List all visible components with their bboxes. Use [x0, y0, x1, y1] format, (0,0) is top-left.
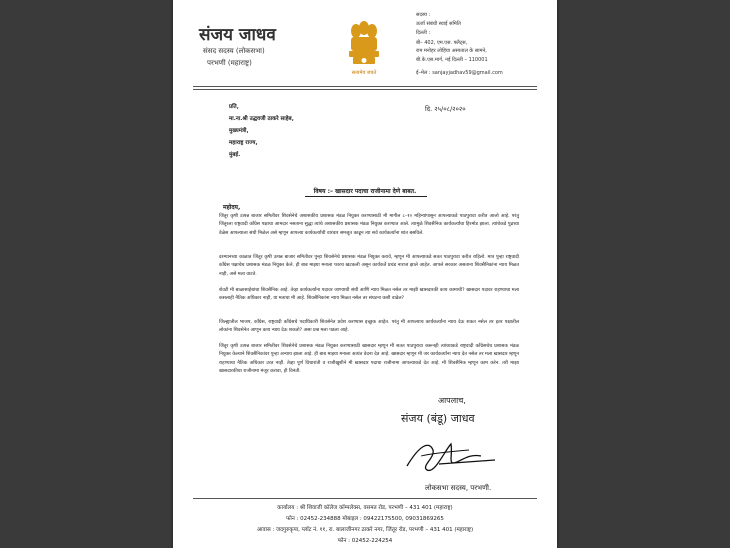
signature-icon — [399, 436, 519, 478]
address-line: सदस्य : — [416, 12, 431, 18]
body-paragraph: जिंतूर कृषी उत्पन्न बाजार समितीवर शिवसेनेचे अशासकीय प्रशासक मंडळ नियुक्त करण्यासाठी मी मागील ८–१० महिन्यांपासून आपल्याकडे पाठपुरावा करीत आलो आहे. परंतु जिंतूरला राष्ट्रवादी काँग्रेस पक्षाचा आमदार नसताना सुद्धा त्यांचे अशासकीय प्रशासक मंडळ नियुक्त करण्यात आले. त्यामुळे शिवसैनिक कार्यकर्त्यांचा हिरमोड झाला. त्यांचेकडे पुढच्या वेळेस आपल्याला संधी मिळेल असे म्हणून आपल्या कार्यकर्त्यांची वारंवार समजूत काढून त्या सर्व कार्यकर्त्यांना शांत बसविले. — [219, 214, 519, 236]
address-line: बी– 402, एम.एस. फ्लैट्स, — [416, 40, 468, 46]
mp-designation: संसद सदस्य (लोकसभा) — [203, 47, 265, 55]
closing: आपलाच, — [438, 396, 466, 405]
address-line: बी.के.एस.मार्ग, नई दिल्ली – 110001 — [416, 57, 488, 63]
letter-date: दि. २५/०८/२०२० — [425, 105, 466, 113]
mp-name: संजय जाधव — [199, 25, 276, 45]
recipient-line: मुख्यमंत्री, — [229, 128, 249, 134]
footer-residence: आवास : जदगुरुकृपा, प्लॉट नं. ११, रा. बालाजीनगर ठाकरे नगर, जिंतूर रोड, परभणी – 431 401 (महाराष्ट्र) — [256, 527, 474, 533]
email-line: ई–मेल : sanjayjadhav59@gmail.com — [416, 70, 503, 76]
recipient-line: महाराष्ट्र राज्य, — [229, 140, 258, 146]
signatory-name: संजय (बंडू) जाधव — [401, 412, 475, 425]
letter-page — [173, 0, 557, 548]
footer-office-phone: फोन : 02452-234888 मोबाइल : 09422175500, 09031869265 — [286, 516, 444, 522]
footer-office: कार्यालय : श्री शिवाजी कॉलेज कॉम्पलेक्स, वसमत रोड, परभणी – 431 401 (महाराष्ट्र) — [277, 505, 453, 511]
footer-residence-phone: फोन : 02452-224254 — [337, 538, 393, 544]
body-paragraph: शेवटी मी बाळासाहेबांचा शिवसैनिक आहे. तेव्हा कार्यकर्त्यांना पदावर जाण्याची संधी आणि न्याय मिळत नसेल तर माझी खासदारकी काय कामाची? खासदार पदावर राहण्याचा मला कसलाही नैतिक अधिकार नाही, या मताचा मी आहे. शिवसैनिकांना न्याय मिळत नसेल तर संघटना कशी वाढेल? — [219, 288, 519, 302]
recipient-line: मुंबई. — [229, 152, 241, 158]
salutation: महोदय, — [223, 204, 241, 211]
footer-divider — [193, 498, 537, 499]
recipient-line: प्रति, — [229, 104, 239, 110]
address-line: ऊर्जा संबंधी स्थाई समिति — [416, 21, 461, 27]
signatory-title: लोकसभा सदस्य, परभणी. — [425, 484, 492, 492]
body-paragraph: दरम्यानच्या काळात जिंतूर कृषी उत्पन्न बाजार समितीवर पुन्हा शिवसेनेचे प्रशासक मंडळ नियुक्त करावे, म्हणून मी आपल्याकडे सतत पाठपुरावा करीत राहिलो. मात्र पुन्हा राष्ट्रवादी काँग्रेस पक्षाचेच प्रशासक मंडळ नियुक्त केले. ही बाब माझ्या मनाला फारच खटकली असून कार्यकर्ते प्रचंड नाराज झाले आहेत. आपले सरकार असताना शिवसैनिकांना न्याय मिळत नाही, असे मला वाटते. — [219, 255, 519, 277]
subject-underline — [305, 196, 427, 197]
address-line: दिल्ली : — [416, 30, 431, 36]
body-paragraph: जिल्ह्यातील भाजप, काँग्रेस, राष्ट्रवादी काँग्रेसचे पदाधिकारी शिवसेनेत प्रवेश करण्यास इच्छुक आहेत. परंतु मी आपल्याच कार्यकर्त्यांना न्याय देऊ शकत नसेल तर इतर पक्षातील लोकांना शिवसेनेत आणून काय न्याय देऊ शकतो? असा प्रश्न मला पडला आहे. — [219, 320, 519, 334]
letter-subject: विषय :– खासदार पदाचा राजीनामा देणे बाबत. — [313, 188, 417, 195]
recipient-line: मा.ना.श्री उद्धवजी ठाकरे साहेब, — [229, 116, 294, 122]
header-divider — [193, 86, 537, 90]
body-paragraph: जिंतूर कृषी उत्पन्न बाजार समितीवर शिवसेनेचे प्रशासक मंडळ नियुक्त करण्यासाठी खासदार म्हणून मी सतत पाठपुरावा करूनही त्यांच्याकडे राष्ट्रवादी काँग्रेसचेच प्रशासक मंडळ नियुक्त केल्याने शिवसैनिकांवर पुन्हा अन्याय झाला आहे. ही बाब माझ्या मनाला अत्यंत वेदना देत आहे. खासदार म्हणून मी जर कार्यकर्त्यांना न्याय देत नसेल तर मला खासदार म्हणून राहण्याचा नैतिक अधिकार उरत नाही. तेव्हा पूर्ण विचारांती व राजीखुशीने मी खासदार पदाचा राजीनामा आपल्याकडे देत आहे. मी शिवसैनिक म्हणून काम करेन. तरी माझा खासदारकीचा राजीनामा मंजूर करावा, ही विनंती. — [219, 344, 519, 374]
emblem-motto: सत्यमेव जयते — [351, 70, 377, 76]
ashoka-emblem-icon — [347, 16, 381, 76]
mp-constituency: परभणी (महाराष्ट्र) — [207, 59, 252, 67]
address-line: राम मनोहर लोहिया अस्पताल के सामने, — [416, 48, 487, 54]
